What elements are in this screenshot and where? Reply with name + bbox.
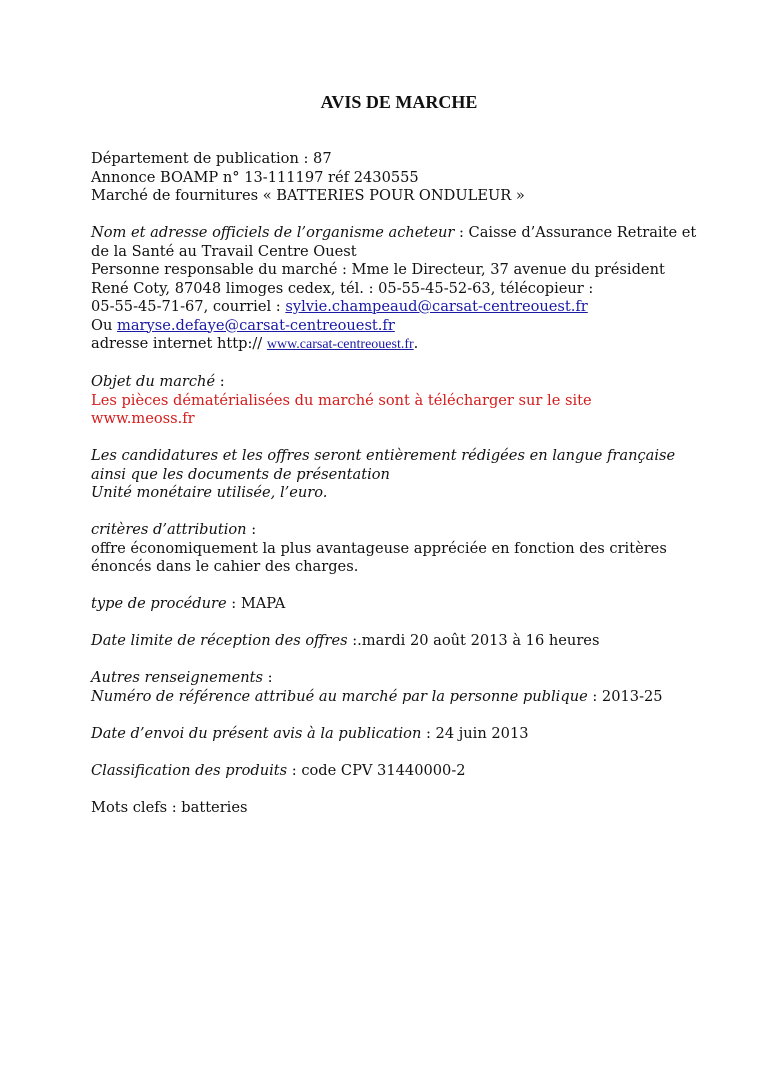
date-limite-value: :.mardi 20 août 2013 à 16 heures bbox=[347, 632, 600, 649]
adresse-internet-text: adresse internet http:// bbox=[91, 335, 267, 352]
criteres-label-suffix: : bbox=[246, 521, 257, 538]
organisme-block bbox=[91, 224, 711, 355]
date-limite-line bbox=[91, 632, 711, 651]
procedure-block bbox=[91, 595, 711, 614]
document-body bbox=[91, 150, 711, 836]
autres-label-suffix: : bbox=[262, 669, 273, 686]
autres-label: Autres renseignements bbox=[91, 669, 263, 686]
date-limite-label: Date limite de réception des offres bbox=[91, 632, 348, 649]
organisme-line7 bbox=[91, 335, 711, 355]
fax-courriel-text: 05-55-45-71-67, courriel : bbox=[91, 298, 286, 315]
ou-text: Ou bbox=[91, 316, 118, 334]
date-limite-block bbox=[91, 632, 711, 651]
classification-block bbox=[91, 762, 711, 781]
marche-line: Marché de fournitures « BATTERIES POUR ONDULEUR » bbox=[91, 187, 525, 204]
website-link[interactable]: www.carsat-centreouest.fr bbox=[266, 337, 414, 352]
langue-line1: Les candidatures et les offres seront entièrement rédigées en langue française bbox=[91, 447, 676, 464]
criteres-label-line bbox=[91, 521, 711, 540]
organisme-value: : Caisse d’Assurance Retraite et bbox=[454, 224, 697, 241]
organisme-line6 bbox=[91, 317, 711, 336]
classification-value: : code CPV 31440000-2 bbox=[287, 761, 466, 779]
website-suffix: . bbox=[413, 335, 419, 352]
mots-clefs-block bbox=[91, 799, 711, 818]
mots-clefs-line: Mots clefs : batteries bbox=[91, 798, 248, 816]
envoi-value: : 24 juin 2013 bbox=[421, 724, 529, 742]
header-block bbox=[91, 150, 711, 206]
organisme-label: Nom et adresse officiels de l’organisme acheteur bbox=[91, 224, 455, 241]
departement-line: Département de publication : 87 bbox=[91, 150, 332, 167]
objet-label-line bbox=[91, 373, 711, 392]
organisme-line5 bbox=[91, 298, 711, 317]
procedure-label: type de procédure bbox=[91, 595, 227, 612]
procedure-line bbox=[91, 595, 711, 614]
langue-line2: ainsi que les documents de présentation bbox=[91, 465, 390, 483]
email-link-2[interactable]: maryse.defaye@carsat-centreouest.fr bbox=[117, 316, 395, 334]
langue-line3: Unité monétaire utilisée, l’euro. bbox=[91, 484, 328, 501]
envoi-block bbox=[91, 725, 711, 744]
organisme-line4: René Coty, 87048 limoges cedex, tél. : 05-55-45-52-63, télécopieur : bbox=[91, 279, 594, 297]
objet-label-suffix: : bbox=[215, 373, 225, 390]
document-title: AVIS DE MARCHE bbox=[320, 92, 478, 112]
objet-red-line: Les pièces dématérialisées du marché sont à télécharger sur le site bbox=[91, 391, 592, 409]
classification-line bbox=[91, 762, 711, 781]
procedure-value: : MAPA bbox=[226, 595, 286, 612]
criteres-block bbox=[91, 521, 711, 577]
reference-label: Numéro de référence attribué au marché par la personne publique bbox=[91, 687, 588, 705]
organisme-line1 bbox=[91, 224, 711, 243]
annonce-line: Annonce BOAMP n° 13-111197 réf 2430555 bbox=[91, 168, 419, 186]
criteres-label: critères d’attribution bbox=[91, 521, 247, 538]
email-link-1[interactable]: sylvie.champeaud@carsat-centreouest.fr bbox=[285, 298, 588, 315]
envoi-label: Date d’envoi du présent avis à la publication bbox=[91, 724, 422, 742]
reference-line bbox=[91, 688, 711, 707]
envoi-line bbox=[91, 725, 711, 744]
meoss-link[interactable]: www.meoss.fr bbox=[91, 410, 195, 427]
criteres-line3: énoncés dans le cahier des charges. bbox=[91, 558, 359, 575]
reference-value: : 2013-25 bbox=[587, 687, 663, 705]
organisme-line2: de la Santé au Travail Centre Ouest bbox=[91, 242, 357, 260]
langue-block bbox=[91, 447, 711, 503]
criteres-line2: offre économiquement la plus avantageuse appréciée en fonction des critères bbox=[91, 539, 667, 557]
organisme-line3: Personne responsable du marché : Mme le Directeur, 37 avenue du président bbox=[91, 261, 665, 278]
autres-label-line bbox=[91, 669, 711, 688]
objet-label: Objet du marché bbox=[91, 373, 216, 390]
autres-block bbox=[91, 669, 711, 706]
objet-block bbox=[91, 373, 711, 429]
classification-label: Classification des produits bbox=[91, 761, 288, 779]
